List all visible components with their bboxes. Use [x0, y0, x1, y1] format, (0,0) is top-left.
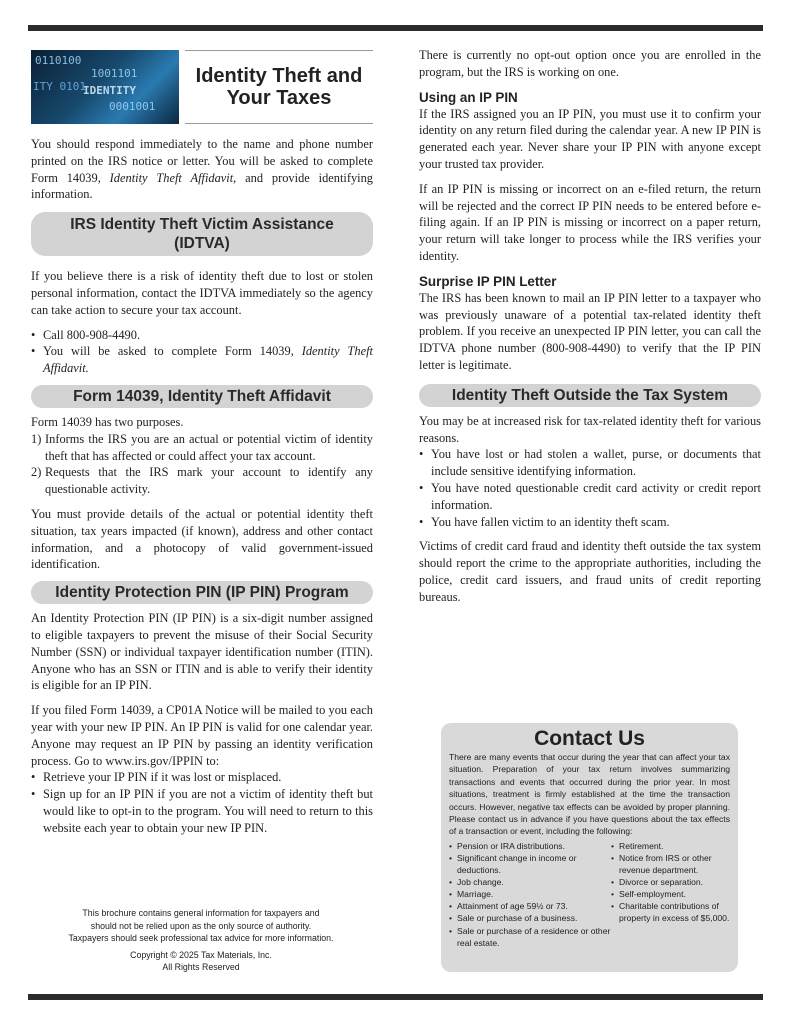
- list-item: • Self-employment.: [611, 888, 730, 900]
- hero-line: 0001001: [109, 100, 156, 113]
- list-item: • Sign up for an IP PIN if you are not a victim of identity theft but would like to opt-in to the program. You will need to return to this website each year to obtain your new IP PIN.: [31, 786, 373, 836]
- list-item: • Pension or IRA distributions.: [449, 840, 611, 852]
- form14039-heading: Form 14039, Identity Theft Affidavit: [31, 385, 373, 408]
- list-item: • Attainment of age 59½ or 73.: [449, 900, 611, 912]
- disclaimer-footer: [40, 907, 362, 974]
- hero-line: ITY 0101: [33, 80, 86, 93]
- contact-intro: There are many events that occur during the year that can affect your tax situation. Preparation of your tax return involves summarizing transactions and events that occurred during the prior year. In most situations, treatment is firmly established at the time the transaction occurs. However, negative tax effects can be avoided by proper planning. Please contact us in advance if you have questions about the tax effects of a transaction or event, including the following:: [449, 752, 730, 837]
- contact-events-column-1: [449, 840, 611, 949]
- ippin-bullets: [31, 769, 373, 836]
- bullet-text: You will be asked to complete Form 14039,: [43, 344, 302, 359]
- binary-code-graphic: [31, 50, 179, 124]
- left-column: [31, 50, 373, 845]
- item-number: 1): [31, 431, 42, 446]
- surprise-letter-heading: Surprise IP PIN Letter: [419, 273, 557, 289]
- disclaimer-line: Taxpayers should seek professional tax advice for more information.: [68, 933, 334, 943]
- bullet-form-name: Identity Theft Affidavit.: [43, 344, 373, 376]
- ippin-paragraph-1: An Identity Protection PIN (IP PIN) is a six-digit number assigned to eligible taxpayers to prevent the misuse of their Social Security Number (SSN) or individual taxpayer identification number (ITIN). Anyone who has an SSN or ITIN and is able to verify their identity is eligible for an IP PIN.: [31, 611, 373, 693]
- outside-tax-heading: Identity Theft Outside the Tax System: [419, 384, 761, 407]
- hero-line: 0110100: [35, 54, 82, 67]
- form14039-list: [31, 431, 373, 498]
- intro-form-name: Identity Theft Affidavit,: [109, 170, 237, 185]
- disclaimer-line: should not be relied upon as the only source of authority.: [90, 920, 312, 931]
- list-item: • Significant change in income or deductions.: [449, 852, 611, 876]
- contact-events-column-2: [611, 840, 730, 949]
- outside-body: Victims of credit card fraud and identity theft outside the tax system should report the crime to the appropriate authorities, including the police, credit card issuers, and fraud units of credit reporting bureaus.: [419, 539, 761, 604]
- intro-text: You should respond immediately to the name and phone number printed on the IRS notice or letter. You will be asked to complete Form 14039,: [31, 137, 373, 185]
- ippin-paragraph-2: If you filed Form 14039, a CP01A Notice will be mailed to you each year with your new IP PIN. An IP PIN is valid for one calendar year. Anyone may request an IP PIN by passing an identity verification process. Go to www.irs.gov/IPPIN to:: [31, 703, 373, 768]
- item-text: Informs the IRS you are an actual or potential victim of identity theft that has affected or could affect your tax account.: [45, 431, 373, 463]
- surprise-paragraph: The IRS has been known to mail an IP PIN letter to a taxpayer who was previously unaware of a potential tax-related identity theft problem. If you receive an unexpected IP PIN letter, you can call the IDTVA phone number (800-908-4490) to verify that the IP PIN letter is legitimate.: [419, 290, 761, 372]
- list-item: • You have noted questionable credit card activity or credit report information.: [419, 480, 761, 514]
- disclaimer-line: This brochure contains general information for taxpayers and: [82, 908, 320, 918]
- hero-line: 1001101: [91, 67, 138, 80]
- list-item: [31, 343, 373, 377]
- contact-event-lists: [449, 840, 730, 949]
- list-item: • Sale or purchase of a business.: [449, 912, 611, 924]
- using-paragraph-1: If the IRS assigned you an IP PIN, you must use it to confirm your identity on any return filed during the calendar year. A new IP PIN is generated each year. Never share your IP PIN with anyone except your trusted tax provider.: [419, 106, 761, 171]
- rights-reserved: All Rights Reserved: [162, 962, 240, 972]
- page-title: Identity Theft and Your Taxes: [185, 50, 373, 124]
- list-item: [31, 431, 373, 465]
- right-column: [419, 47, 761, 614]
- ippin-heading: Identity Protection PIN (IP PIN) Program: [31, 581, 373, 604]
- form14039-body: You must provide details of the actual or potential identity theft situation, tax years impacted (if known), address and other contact information, and a photocopy of valid government-issued identification.: [31, 506, 373, 572]
- list-item: • Call 800-908-4490.: [31, 327, 373, 344]
- list-item: [31, 464, 373, 498]
- contact-us-box: [441, 723, 738, 972]
- idtva-bullets: [31, 327, 373, 377]
- list-item: • You have lost or had stolen a wallet, purse, or documents that include sensitive identifying information.: [419, 446, 761, 480]
- list-item: • Charitable contributions of property in excess of $5,000.: [611, 900, 730, 924]
- idtva-body: If you believe there is a risk of identity theft due to lost or stolen personal information, contact the IDTVA immediately so the agency can take action to secure your tax account.: [31, 269, 373, 317]
- top-rule: [28, 25, 763, 31]
- list-item: • Retrieve your IP PIN if it was lost or misplaced.: [31, 769, 373, 786]
- outside-bullets: [419, 446, 761, 530]
- intro-tail: and provide identifying information.: [31, 170, 374, 202]
- hero-line: IDENTITY: [83, 84, 136, 97]
- item-number: 2): [31, 465, 42, 480]
- ippin-paragraph-3: There is currently no opt-out option once you are enrolled in the program, but the IRS is working on one.: [419, 48, 761, 79]
- list-item: • You have fallen victim to an identity theft scam.: [419, 514, 761, 531]
- list-item: • Retirement.: [611, 840, 730, 852]
- copyright: Copyright © 2025 Tax Materials, Inc.: [130, 949, 272, 960]
- form14039-lead: Form 14039 has two purposes.: [31, 414, 184, 429]
- list-item: • Marriage.: [449, 888, 611, 900]
- using-ippin-heading: Using an IP PIN: [419, 89, 518, 105]
- list-item: • Notice from IRS or other revenue department.: [611, 852, 730, 876]
- using-paragraph-2: If an IP PIN is missing or incorrect on an e-filed return, the return will be rejected and the correct IP PIN needs to be entered before e-filing again. If an IP PIN is missing or incorrect on a paper return, your return will take longer to process while the IRS verifies your identity.: [419, 181, 761, 263]
- list-item: • Job change.: [449, 876, 611, 888]
- intro-paragraph: [31, 136, 373, 203]
- contact-heading: Contact Us: [534, 727, 645, 750]
- list-item: • Divorce or separation.: [611, 876, 730, 888]
- list-item: • Sale or purchase of a residence or other real estate.: [449, 925, 611, 949]
- item-text: Requests that the IRS mark your account to identify any questionable activity.: [45, 465, 373, 497]
- idtva-heading: IRS Identity Theft Victim Assistance (IDTVA): [31, 212, 373, 256]
- outside-lead: You may be at increased risk for tax-related identity theft for various reasons.: [419, 413, 761, 445]
- identity-hero-image: [31, 50, 179, 124]
- title-block: [31, 50, 373, 124]
- bottom-rule: [28, 994, 763, 1000]
